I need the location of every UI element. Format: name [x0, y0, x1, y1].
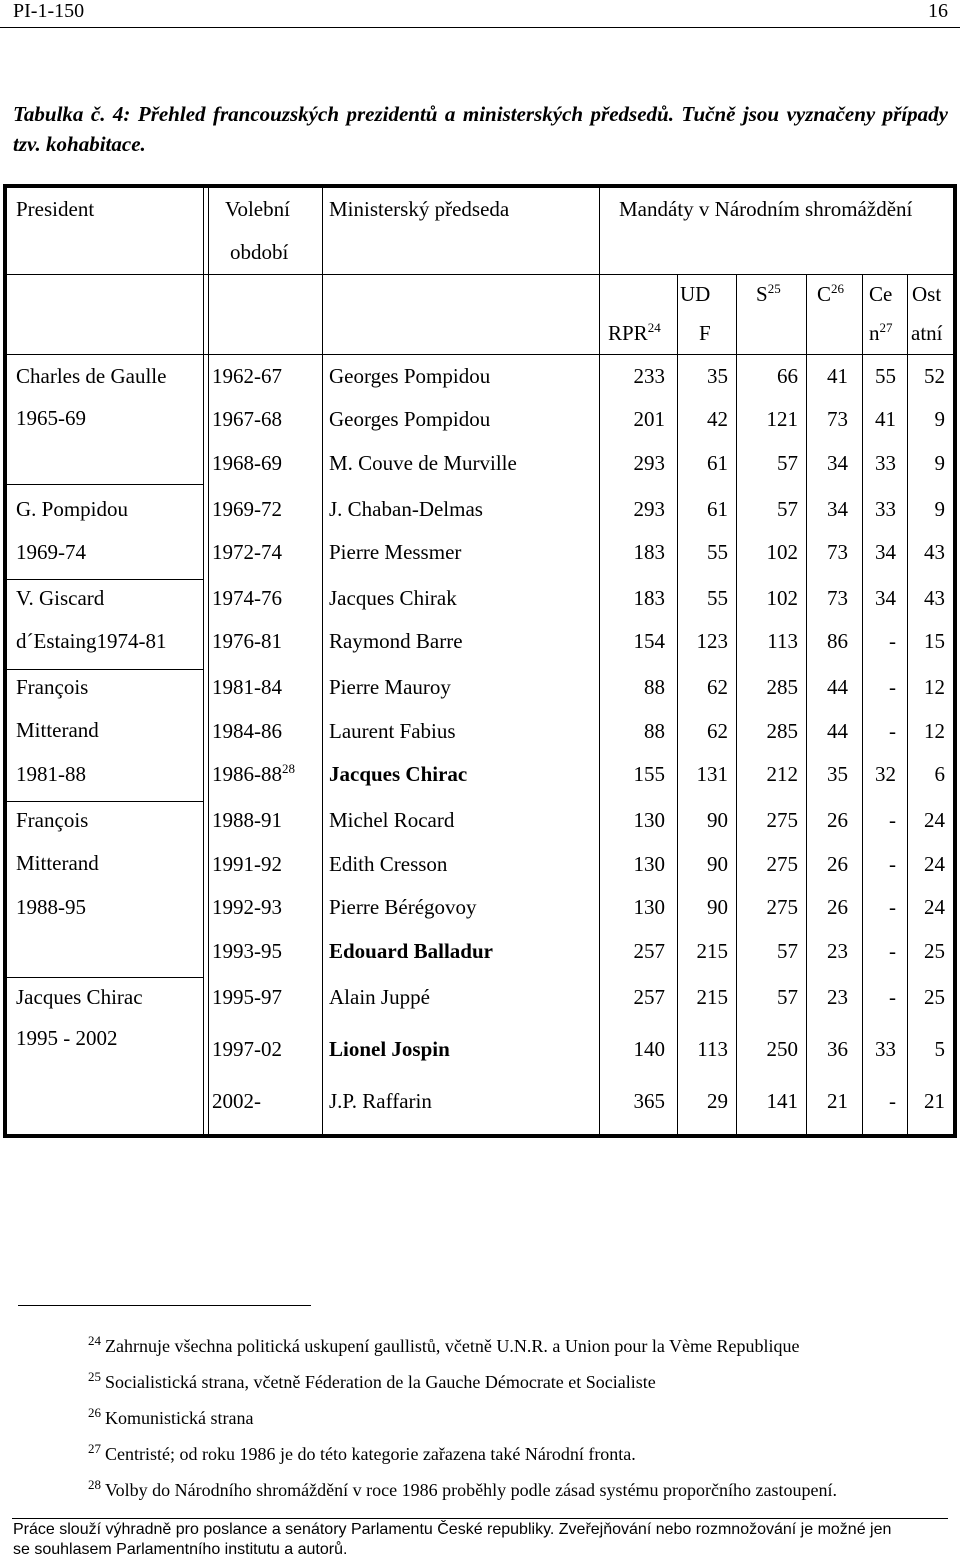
cell-udf: 113 — [697, 1037, 728, 1061]
cell-pm: Raymond Barre — [329, 629, 463, 653]
footnote — [88, 1474, 837, 1501]
cell-period — [212, 675, 282, 699]
cell-ost: 5 — [934, 1037, 945, 1061]
cell-rpr: 183 — [633, 586, 665, 610]
cell-ost: 24 — [924, 808, 945, 832]
cell-udf: 90 — [707, 808, 728, 832]
cell-ost: 12 — [924, 675, 945, 699]
cell-c: 26 — [827, 852, 848, 876]
footnote-rule — [18, 1305, 311, 1306]
cell-rpr: 293 — [633, 451, 665, 475]
cell-cen: - — [889, 629, 896, 653]
grid-line — [7, 801, 204, 802]
grid-line — [322, 184, 323, 1138]
cell-pm: Laurent Fabius — [329, 719, 456, 743]
grid-line — [806, 274, 807, 1138]
grid-line — [7, 977, 204, 978]
cell-cen: 34 — [875, 586, 896, 610]
cell-pm: J. Chaban-Delmas — [329, 497, 483, 521]
footnote-ref: 28 — [282, 761, 295, 776]
header-period-cont: období — [230, 240, 289, 264]
cell-period — [212, 895, 282, 919]
cell-c: 23 — [827, 939, 848, 963]
cell-s: 275 — [766, 895, 798, 919]
cell-s: 57 — [777, 451, 798, 475]
cell-ost: 12 — [924, 719, 945, 743]
cell-ost: 6 — [934, 762, 945, 786]
period-text: 1997-02 — [212, 1037, 282, 1061]
cell-s: 66 — [777, 364, 798, 388]
grid-line — [7, 354, 953, 355]
period-text: 1967-68 — [212, 407, 282, 431]
period-text: 1988-91 — [212, 808, 282, 832]
period-text: 1962-67 — [212, 364, 282, 388]
cell-pm: Edouard Balladur — [329, 939, 493, 963]
cell-s: 102 — [766, 540, 798, 564]
header-mandates: Mandáty v Národním shromáždění — [619, 197, 913, 221]
cell-udf: 55 — [707, 540, 728, 564]
president-name: François — [16, 808, 89, 832]
cell-cen: - — [889, 895, 896, 919]
page-number: 16 — [928, 0, 948, 22]
president-name: G. Pompidou — [16, 497, 129, 521]
period-text: 1968-69 — [212, 451, 282, 475]
cell-period — [212, 985, 282, 1009]
cell-s: 57 — [777, 985, 798, 1009]
grid-line — [7, 484, 204, 485]
header-divider — [0, 27, 960, 28]
cell-udf: 131 — [696, 762, 728, 786]
footnote — [88, 1330, 800, 1357]
cell-udf: 62 — [707, 675, 728, 699]
footnote — [88, 1402, 253, 1429]
cell-period — [212, 364, 282, 388]
cell-pm: J.P. Raffarin — [329, 1089, 432, 1113]
cell-cen: - — [889, 939, 896, 963]
cell-c: 44 — [827, 719, 848, 743]
cell-udf: 62 — [707, 719, 728, 743]
cell-c: 26 — [827, 808, 848, 832]
cell-rpr: 130 — [633, 895, 665, 919]
period-text: 1981-84 — [212, 675, 282, 699]
footnote-number: 28 — [88, 1477, 101, 1492]
header-udf: UD — [680, 282, 711, 306]
period-text: 1991-92 — [212, 852, 282, 876]
header-rpr: RPR$^{24}$ — [608, 320, 661, 345]
footnote-number: 24 — [88, 1333, 101, 1348]
period-text: 1986-88 — [212, 762, 282, 786]
cell-pm: M. Couve de Murville — [329, 451, 517, 475]
cell-c: 36 — [827, 1037, 848, 1061]
cell-cen: - — [889, 719, 896, 743]
cell-udf: 90 — [707, 852, 728, 876]
cell-period — [212, 1037, 282, 1061]
header-pm: Ministerský předseda — [329, 197, 510, 221]
cell-udf: 215 — [696, 985, 728, 1009]
cell-s: 57 — [777, 939, 798, 963]
cell-udf: 55 — [707, 586, 728, 610]
cell-pm: Lionel Jospin — [329, 1037, 450, 1061]
header-cen: Ce — [869, 282, 893, 306]
footnote-text: Centristé; od roku 1986 je do této kategorie zařazena také Národní fronta. — [105, 1444, 636, 1464]
cell-cen: - — [889, 985, 896, 1009]
cell-period — [212, 762, 295, 786]
cell-s: 285 — [766, 675, 798, 699]
period-text: 2002- — [212, 1089, 261, 1113]
president-name: 1965-69 — [16, 406, 86, 430]
cell-c: 34 — [827, 497, 848, 521]
footer-line: Práce slouží výhradně pro poslance a senátory Parlamentu České republiky. Zveřejňování nebo rozmnožování je možné jen — [13, 1521, 892, 1538]
footnote — [88, 1438, 636, 1465]
cell-s: 141 — [766, 1089, 798, 1113]
period-text: 1972-74 — [212, 540, 282, 564]
cell-pm: Pierre Bérégovoy — [329, 895, 477, 919]
cell-rpr: 257 — [633, 939, 665, 963]
cell-s: 102 — [766, 586, 798, 610]
footnote-text: Komunistická strana — [105, 1408, 254, 1428]
cell-period — [212, 808, 282, 832]
cell-period — [212, 451, 282, 475]
header-cen-cont: $n^{27}$ — [869, 320, 893, 345]
grid-line — [736, 274, 737, 1138]
cell-cen: 32 — [875, 762, 896, 786]
cell-cen: 34 — [875, 540, 896, 564]
cell-ost: 24 — [924, 852, 945, 876]
period-text: 1993-95 — [212, 939, 282, 963]
cell-rpr: 201 — [633, 407, 665, 431]
footnote-number: 25 — [88, 1369, 101, 1384]
header-c: $C^{26}$ — [817, 281, 845, 306]
cell-ost: 24 — [924, 895, 945, 919]
grid-line — [203, 184, 204, 1138]
period-text: 1992-93 — [212, 895, 282, 919]
footnote-text: Socialistická strana, včetně Féderation de la Gauche Démocrate et Socialiste — [105, 1372, 656, 1392]
cell-c: 41 — [827, 364, 848, 388]
period-text: 1995-97 — [212, 985, 282, 1009]
president-name: Jacques Chirac — [16, 985, 143, 1009]
grid-line — [862, 274, 863, 1138]
cell-s: 121 — [766, 407, 798, 431]
cell-c: 73 — [827, 407, 848, 431]
footnote-text: Volby do Národního shromáždění v roce 1986 proběhly podle zásad systému proporčního zastoupení. — [105, 1480, 838, 1500]
presidents-table — [3, 184, 957, 1138]
cell-rpr: 257 — [633, 985, 665, 1009]
cell-period — [212, 719, 282, 743]
doc-id: PI-1-150 — [13, 0, 85, 22]
footnote — [88, 1366, 656, 1393]
cell-c: 23 — [827, 985, 848, 1009]
cell-cen: 33 — [875, 451, 896, 475]
cell-s: 250 — [766, 1037, 798, 1061]
cell-pm: Pierre Mauroy — [329, 675, 451, 699]
cell-s: 57 — [777, 497, 798, 521]
cell-s: 275 — [766, 852, 798, 876]
cell-ost: 21 — [924, 1089, 945, 1113]
cell-period — [212, 497, 282, 521]
cell-s: 275 — [766, 808, 798, 832]
cell-pm: Michel Rocard — [329, 808, 455, 832]
president-name: 1981-88 — [16, 762, 86, 786]
cell-rpr: 88 — [644, 675, 665, 699]
footer-line: se souhlasem Parlamentního institutu a autorů. — [13, 1541, 348, 1558]
header-president: President — [16, 197, 95, 221]
grid-line — [7, 274, 953, 275]
cell-pm: Jacques Chirac — [329, 762, 468, 786]
grid-line — [907, 274, 908, 1138]
grid-line — [208, 184, 209, 1138]
cell-cen: 33 — [875, 1037, 896, 1061]
cell-pm: Jacques Chirak — [329, 586, 457, 610]
footnote-text: Zahrnuje všechna politická uskupení gaullistů, včetně U.N.R. a Union pour la Vème Republique — [105, 1336, 800, 1356]
president-name: Charles de Gaulle — [16, 364, 167, 388]
cell-period — [212, 407, 282, 431]
header-s: $S^{25}$ — [756, 281, 781, 306]
grid-line — [7, 669, 204, 670]
cell-c: 73 — [827, 586, 848, 610]
cell-udf: 90 — [707, 895, 728, 919]
president-name: François — [16, 675, 89, 699]
cell-period — [212, 586, 282, 610]
cell-c: 34 — [827, 451, 848, 475]
president-name: V. Giscard — [16, 586, 105, 610]
cell-period — [212, 1089, 261, 1113]
cell-c: 21 — [827, 1089, 848, 1113]
cell-udf: 215 — [696, 939, 728, 963]
cell-c: 86 — [827, 629, 848, 653]
cell-s: 212 — [766, 762, 798, 786]
footnote-number: 27 — [88, 1441, 101, 1456]
cell-period — [212, 540, 282, 564]
president-name: Mitterand — [16, 851, 99, 875]
cell-ost: 52 — [924, 364, 945, 388]
cell-udf: 29 — [707, 1089, 728, 1113]
cell-rpr: 154 — [633, 629, 665, 653]
cell-period — [212, 939, 282, 963]
footer-divider — [12, 1518, 948, 1519]
cell-rpr: 130 — [633, 852, 665, 876]
president-name: Mitterand — [16, 718, 99, 742]
cell-cen: - — [889, 675, 896, 699]
cell-c: 26 — [827, 895, 848, 919]
cell-cen: 55 — [875, 364, 896, 388]
cell-ost: 25 — [924, 985, 945, 1009]
cell-ost: 9 — [934, 451, 945, 475]
cell-udf: 123 — [696, 629, 728, 653]
cell-rpr: 88 — [644, 719, 665, 743]
period-text: 1969-72 — [212, 497, 282, 521]
cell-udf: 61 — [707, 497, 728, 521]
cell-rpr: 140 — [633, 1037, 665, 1061]
cell-ost: 25 — [924, 939, 945, 963]
cell-cen: 41 — [875, 407, 896, 431]
cell-s: 285 — [766, 719, 798, 743]
cell-period — [212, 852, 282, 876]
cell-cen: - — [889, 852, 896, 876]
president-name: d´Estaing1974-81 — [16, 629, 167, 653]
president-name: 1969-74 — [16, 540, 86, 564]
header-ost: Ost — [912, 282, 942, 306]
footnote-number: 26 — [88, 1405, 101, 1420]
cell-period — [212, 629, 282, 653]
cell-rpr: 365 — [633, 1089, 665, 1113]
header-udf-cont: F — [699, 321, 711, 345]
cell-c: 35 — [827, 762, 848, 786]
president-name: 1995 - 2002 — [16, 1026, 118, 1050]
cell-cen: - — [889, 808, 896, 832]
cell-rpr: 183 — [633, 540, 665, 564]
president-name: 1988-95 — [16, 895, 86, 919]
cell-pm: Pierre Messmer — [329, 540, 462, 564]
period-text: 1976-81 — [212, 629, 282, 653]
cell-pm: Alain Juppé — [329, 985, 430, 1009]
cell-rpr: 233 — [633, 364, 665, 388]
header-ost-cont: atní — [911, 321, 943, 345]
cell-cen: - — [889, 1089, 896, 1113]
cell-ost: 9 — [934, 497, 945, 521]
period-text: 1984-86 — [212, 719, 282, 743]
grid-line — [7, 579, 204, 580]
cell-udf: 42 — [707, 407, 728, 431]
table-border — [3, 184, 957, 1138]
table-caption: Tabulka č. 4: Přehled francouzských prezidentů a ministerských předsedů. Tučně jsou vyznačeny případy tzv. kohabitace. — [13, 102, 948, 156]
cell-rpr: 155 — [633, 762, 665, 786]
cell-pm: Georges Pompidou — [329, 364, 491, 388]
cell-rpr: 293 — [633, 497, 665, 521]
cell-c: 44 — [827, 675, 848, 699]
cell-udf: 61 — [707, 451, 728, 475]
cell-ost: 15 — [924, 629, 945, 653]
cell-c: 73 — [827, 540, 848, 564]
cell-cen: 33 — [875, 497, 896, 521]
cell-s: 113 — [767, 629, 798, 653]
cell-pm: Georges Pompidou — [329, 407, 491, 431]
cell-ost: 43 — [924, 586, 945, 610]
grid-line — [599, 184, 600, 1138]
cell-ost: 9 — [934, 407, 945, 431]
cell-rpr: 130 — [633, 808, 665, 832]
period-text: 1974-76 — [212, 586, 282, 610]
header-period: Volební — [225, 197, 290, 221]
cell-udf: 35 — [707, 364, 728, 388]
page-footer — [13, 1520, 953, 1560]
cell-pm: Edith Cresson — [329, 852, 448, 876]
cell-ost: 43 — [924, 540, 945, 564]
grid-line — [677, 274, 678, 1138]
